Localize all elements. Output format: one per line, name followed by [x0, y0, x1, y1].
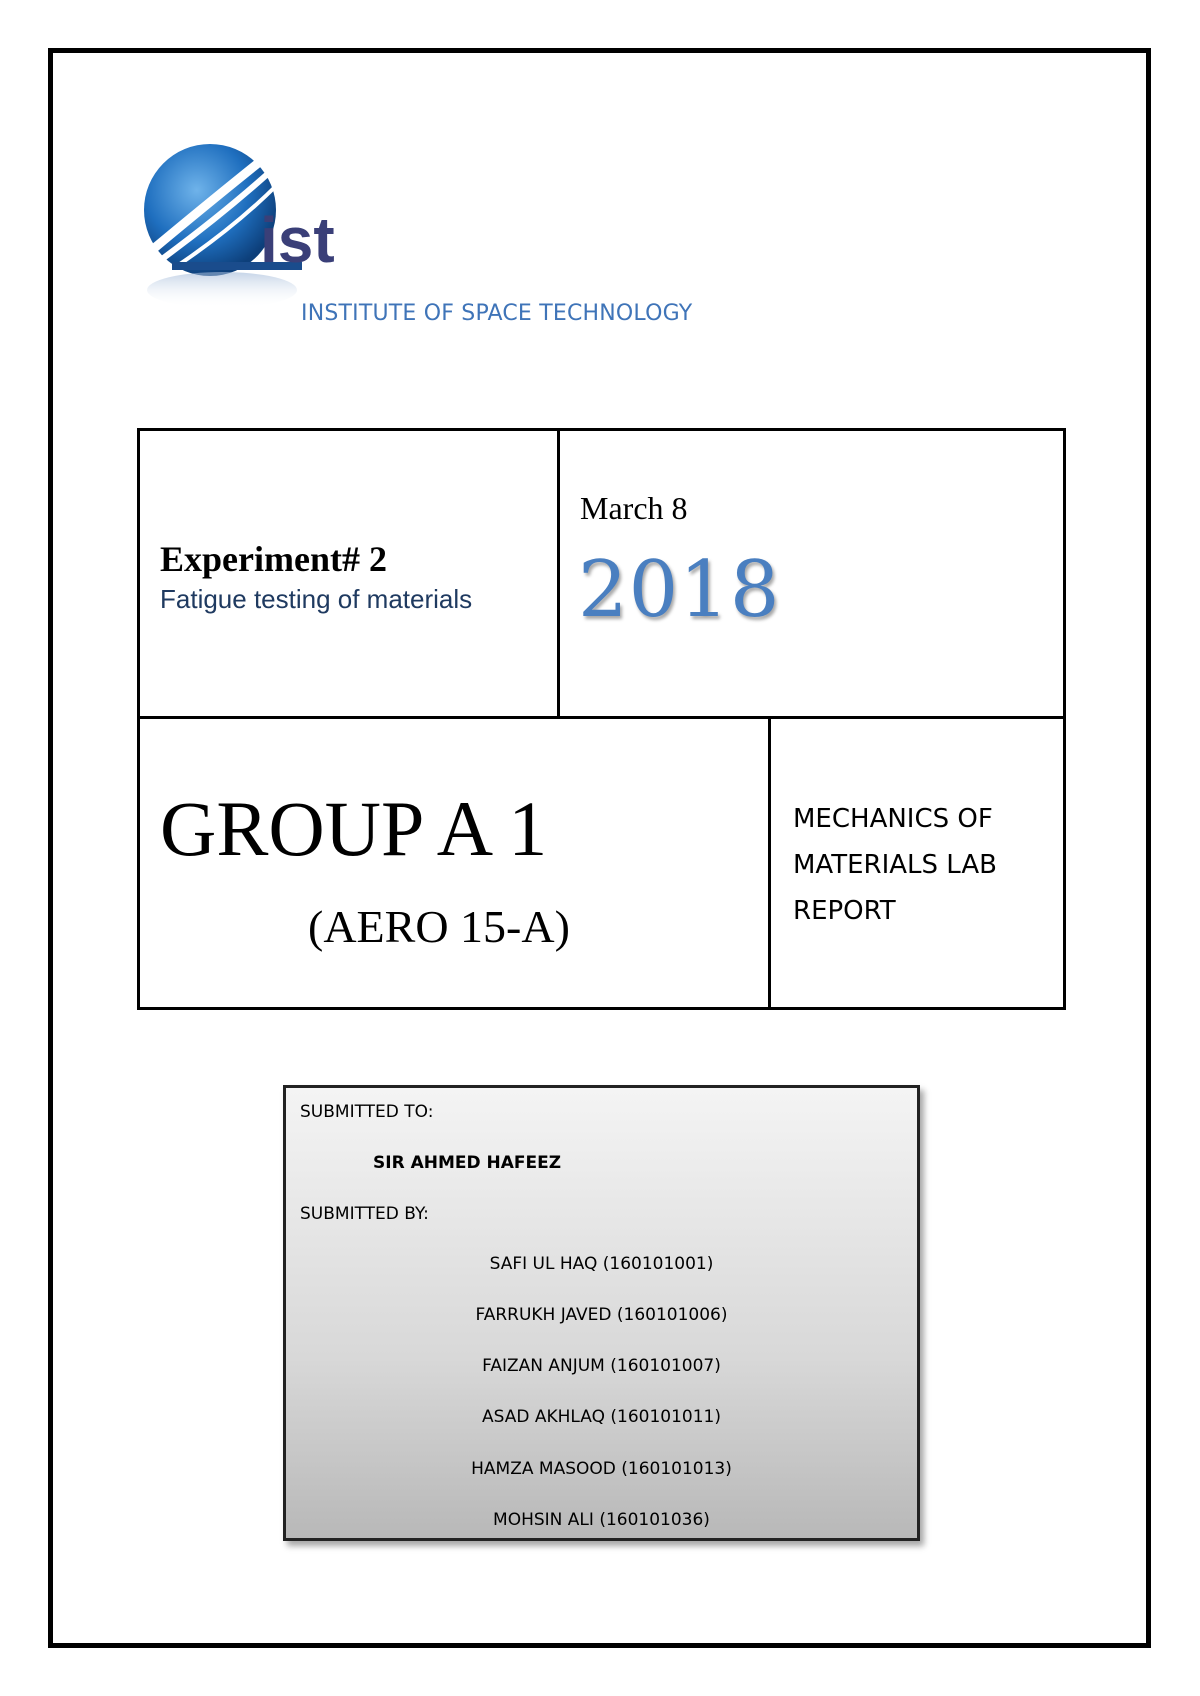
- grid-divider-top: [557, 428, 560, 718]
- member-item: HAMZA MASOOD (160101013): [471, 1459, 732, 1479]
- date-year: 2018: [578, 545, 781, 635]
- member-item: SAFI UL HAQ (160101001): [489, 1254, 714, 1274]
- svg-text:ist: ist: [260, 204, 335, 276]
- course-line: MECHANICS OF: [793, 804, 993, 834]
- course-line: MATERIALS LAB: [793, 850, 997, 880]
- instructor-name: SIR AHMED HAFEEZ: [373, 1153, 562, 1173]
- submitted-by-label: SUBMITTED BY:: [300, 1204, 429, 1224]
- member-item: FAIZAN ANJUM (160101007): [482, 1356, 721, 1376]
- course-title: [793, 796, 1053, 934]
- experiment-title: Experiment# 2: [160, 539, 387, 579]
- ist-globe-logo-icon: [142, 140, 372, 320]
- experiment-subtitle: Fatigue testing of materials: [160, 584, 473, 614]
- submitted-to-label: SUBMITTED TO:: [300, 1102, 434, 1122]
- member-item: ASAD AKHLAQ (160101011): [481, 1407, 721, 1427]
- course-line: REPORT: [793, 896, 896, 926]
- grid-divider-bottom: [768, 716, 771, 1010]
- member-item: FARRUKH JAVED (160101006): [475, 1305, 728, 1325]
- group-section: (AERO 15-A): [308, 901, 570, 952]
- submission-box: [283, 1085, 920, 1541]
- member-item: MOHSIN ALI (160101036): [493, 1510, 710, 1530]
- ist-logo: [142, 140, 372, 320]
- group-title: GROUP A 1: [160, 785, 548, 872]
- institute-name: INSTITUTE OF SPACE TECHNOLOGY: [301, 301, 693, 326]
- grid-divider-horizontal: [137, 716, 1066, 719]
- date-month-day: March 8: [580, 490, 688, 526]
